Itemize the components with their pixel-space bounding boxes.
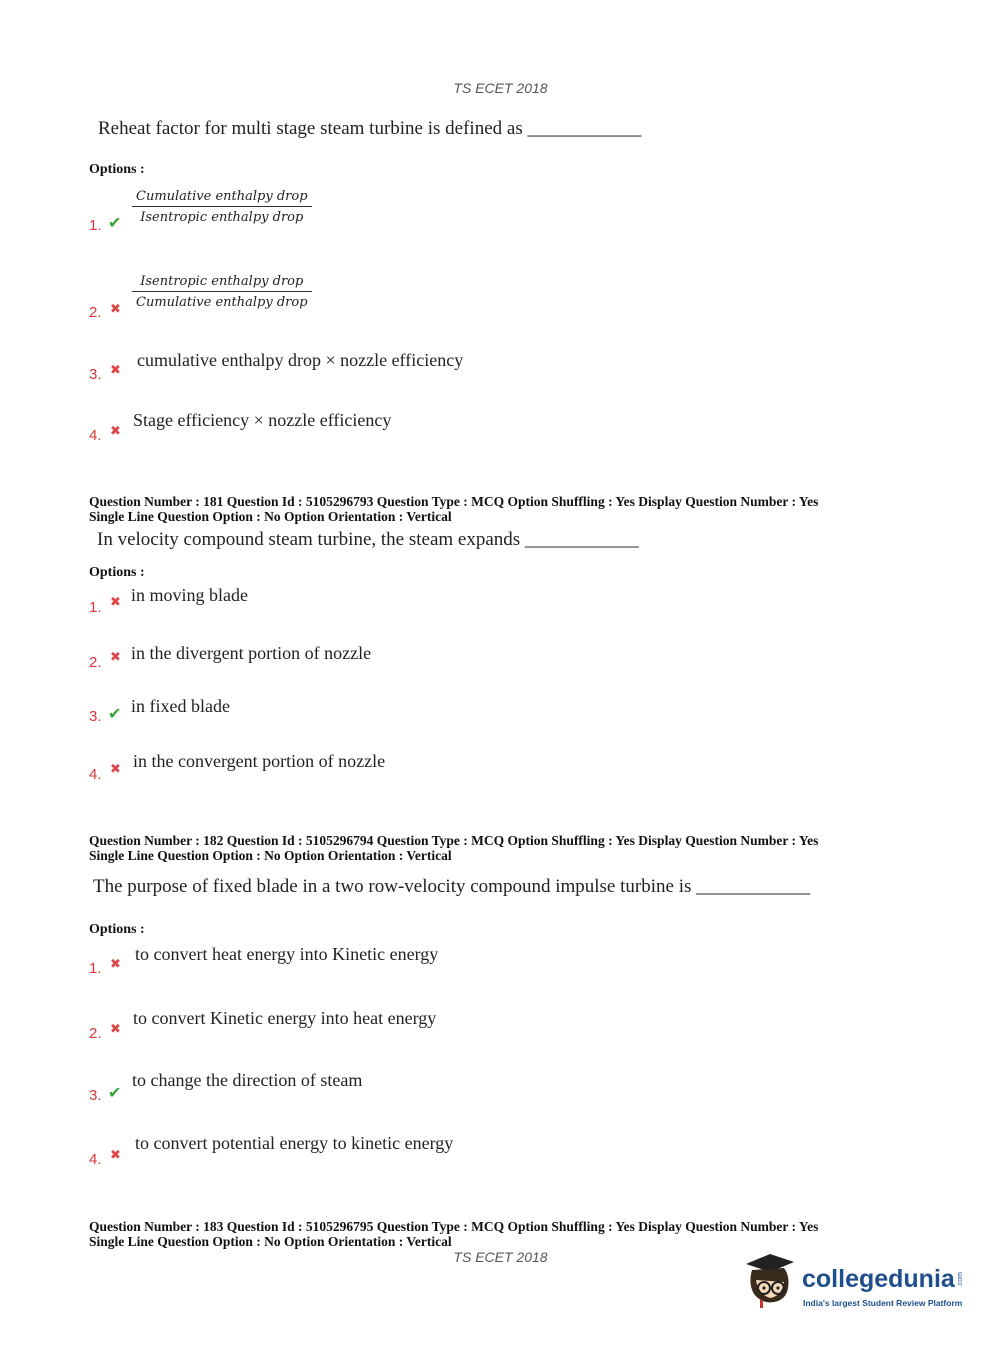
options-label: Options : (89, 162, 145, 177)
option-number: 1. (89, 599, 102, 616)
question-text: Reheat factor for multi stage steam turbine is defined as ____________ (98, 118, 642, 139)
logo-tagline: India's largest Student Review Platform (803, 1298, 963, 1308)
question-meta: Question Number : 181 Question Id : 5105296793 Question Type : MCQ Option Shuffling : Yes Display Question Number : Yes (89, 494, 819, 509)
option-number: 3. (89, 366, 102, 383)
collegedunia-logo-text: collegedunia (802, 1265, 955, 1293)
wrong-cross-icon: ✖ (110, 363, 121, 378)
option-text: to convert potential energy to kinetic energy (135, 1133, 454, 1153)
correct-check-icon: ✔ (108, 704, 122, 723)
option-number: 4. (89, 766, 102, 783)
fraction-denominator: Isentropic enthalpy drop (140, 210, 304, 225)
correct-check-icon: ✔ (108, 1083, 122, 1102)
option-text: to change the direction of steam (132, 1070, 363, 1090)
option-number: 1. (89, 960, 102, 977)
fraction-numerator: Isentropic enthalpy drop (132, 274, 312, 292)
option-text: in moving blade (131, 585, 248, 605)
question-meta: Single Line Question Option : No Option Orientation : Vertical (89, 848, 452, 863)
question-meta: Single Line Question Option : No Option Orientation : Vertical (89, 1234, 452, 1249)
options-label: Options : (89, 565, 145, 580)
option-number: 2. (89, 304, 102, 321)
option-number: 2. (89, 1025, 102, 1042)
wrong-cross-icon: ✖ (110, 650, 121, 665)
wrong-cross-icon: ✖ (110, 1148, 121, 1163)
option-number: 2. (89, 654, 102, 671)
question-meta: Question Number : 182 Question Id : 5105296794 Question Type : MCQ Option Shuffling : Yes Display Question Number : Yes (89, 833, 819, 848)
wrong-cross-icon: ✖ (110, 302, 121, 317)
option-number: 4. (89, 1151, 102, 1168)
question-text: In velocity compound steam turbine, the steam expands ____________ (97, 529, 639, 550)
fraction-numerator: Cumulative enthalpy drop (132, 189, 312, 207)
option-number: 3. (89, 708, 102, 725)
correct-check-icon: ✔ (108, 213, 122, 232)
option-text: in the divergent portion of nozzle (131, 643, 372, 663)
wrong-cross-icon: ✖ (110, 957, 121, 972)
option-fraction (132, 274, 312, 310)
option-text: to convert heat energy into Kinetic energy (135, 944, 439, 964)
question-text: The purpose of fixed blade in a two row-velocity compound impulse turbine is ____________ (93, 876, 811, 897)
option-number: 1. (89, 217, 102, 234)
question-meta: Single Line Question Option : No Option Orientation : Vertical (89, 509, 452, 524)
option-number: 3. (89, 1087, 102, 1104)
option-fraction (132, 189, 312, 225)
collegedunia-mascot-icon (742, 1250, 802, 1312)
page-footer: TS ECET 2018 (453, 1249, 548, 1265)
option-text: to convert Kinetic energy into heat energy (133, 1008, 437, 1028)
wrong-cross-icon: ✖ (110, 595, 121, 610)
logo-suffix: .com (957, 1272, 964, 1288)
options-label: Options : (89, 922, 145, 937)
wrong-cross-icon: ✖ (110, 762, 121, 777)
option-text: cumulative enthalpy drop × nozzle efficiency (137, 350, 464, 370)
question-meta: Question Number : 183 Question Id : 5105296795 Question Type : MCQ Option Shuffling : Yes Display Question Number : Yes (89, 1219, 819, 1234)
wrong-cross-icon: ✖ (110, 1022, 121, 1037)
option-text: Stage efficiency × nozzle efficiency (133, 410, 392, 430)
option-text: in the convergent portion of nozzle (133, 751, 386, 771)
option-text: in fixed blade (131, 696, 230, 716)
fraction-denominator: Cumulative enthalpy drop (136, 295, 308, 310)
page-header: TS ECET 2018 (453, 80, 548, 96)
option-number: 4. (89, 427, 102, 444)
wrong-cross-icon: ✖ (110, 424, 121, 439)
